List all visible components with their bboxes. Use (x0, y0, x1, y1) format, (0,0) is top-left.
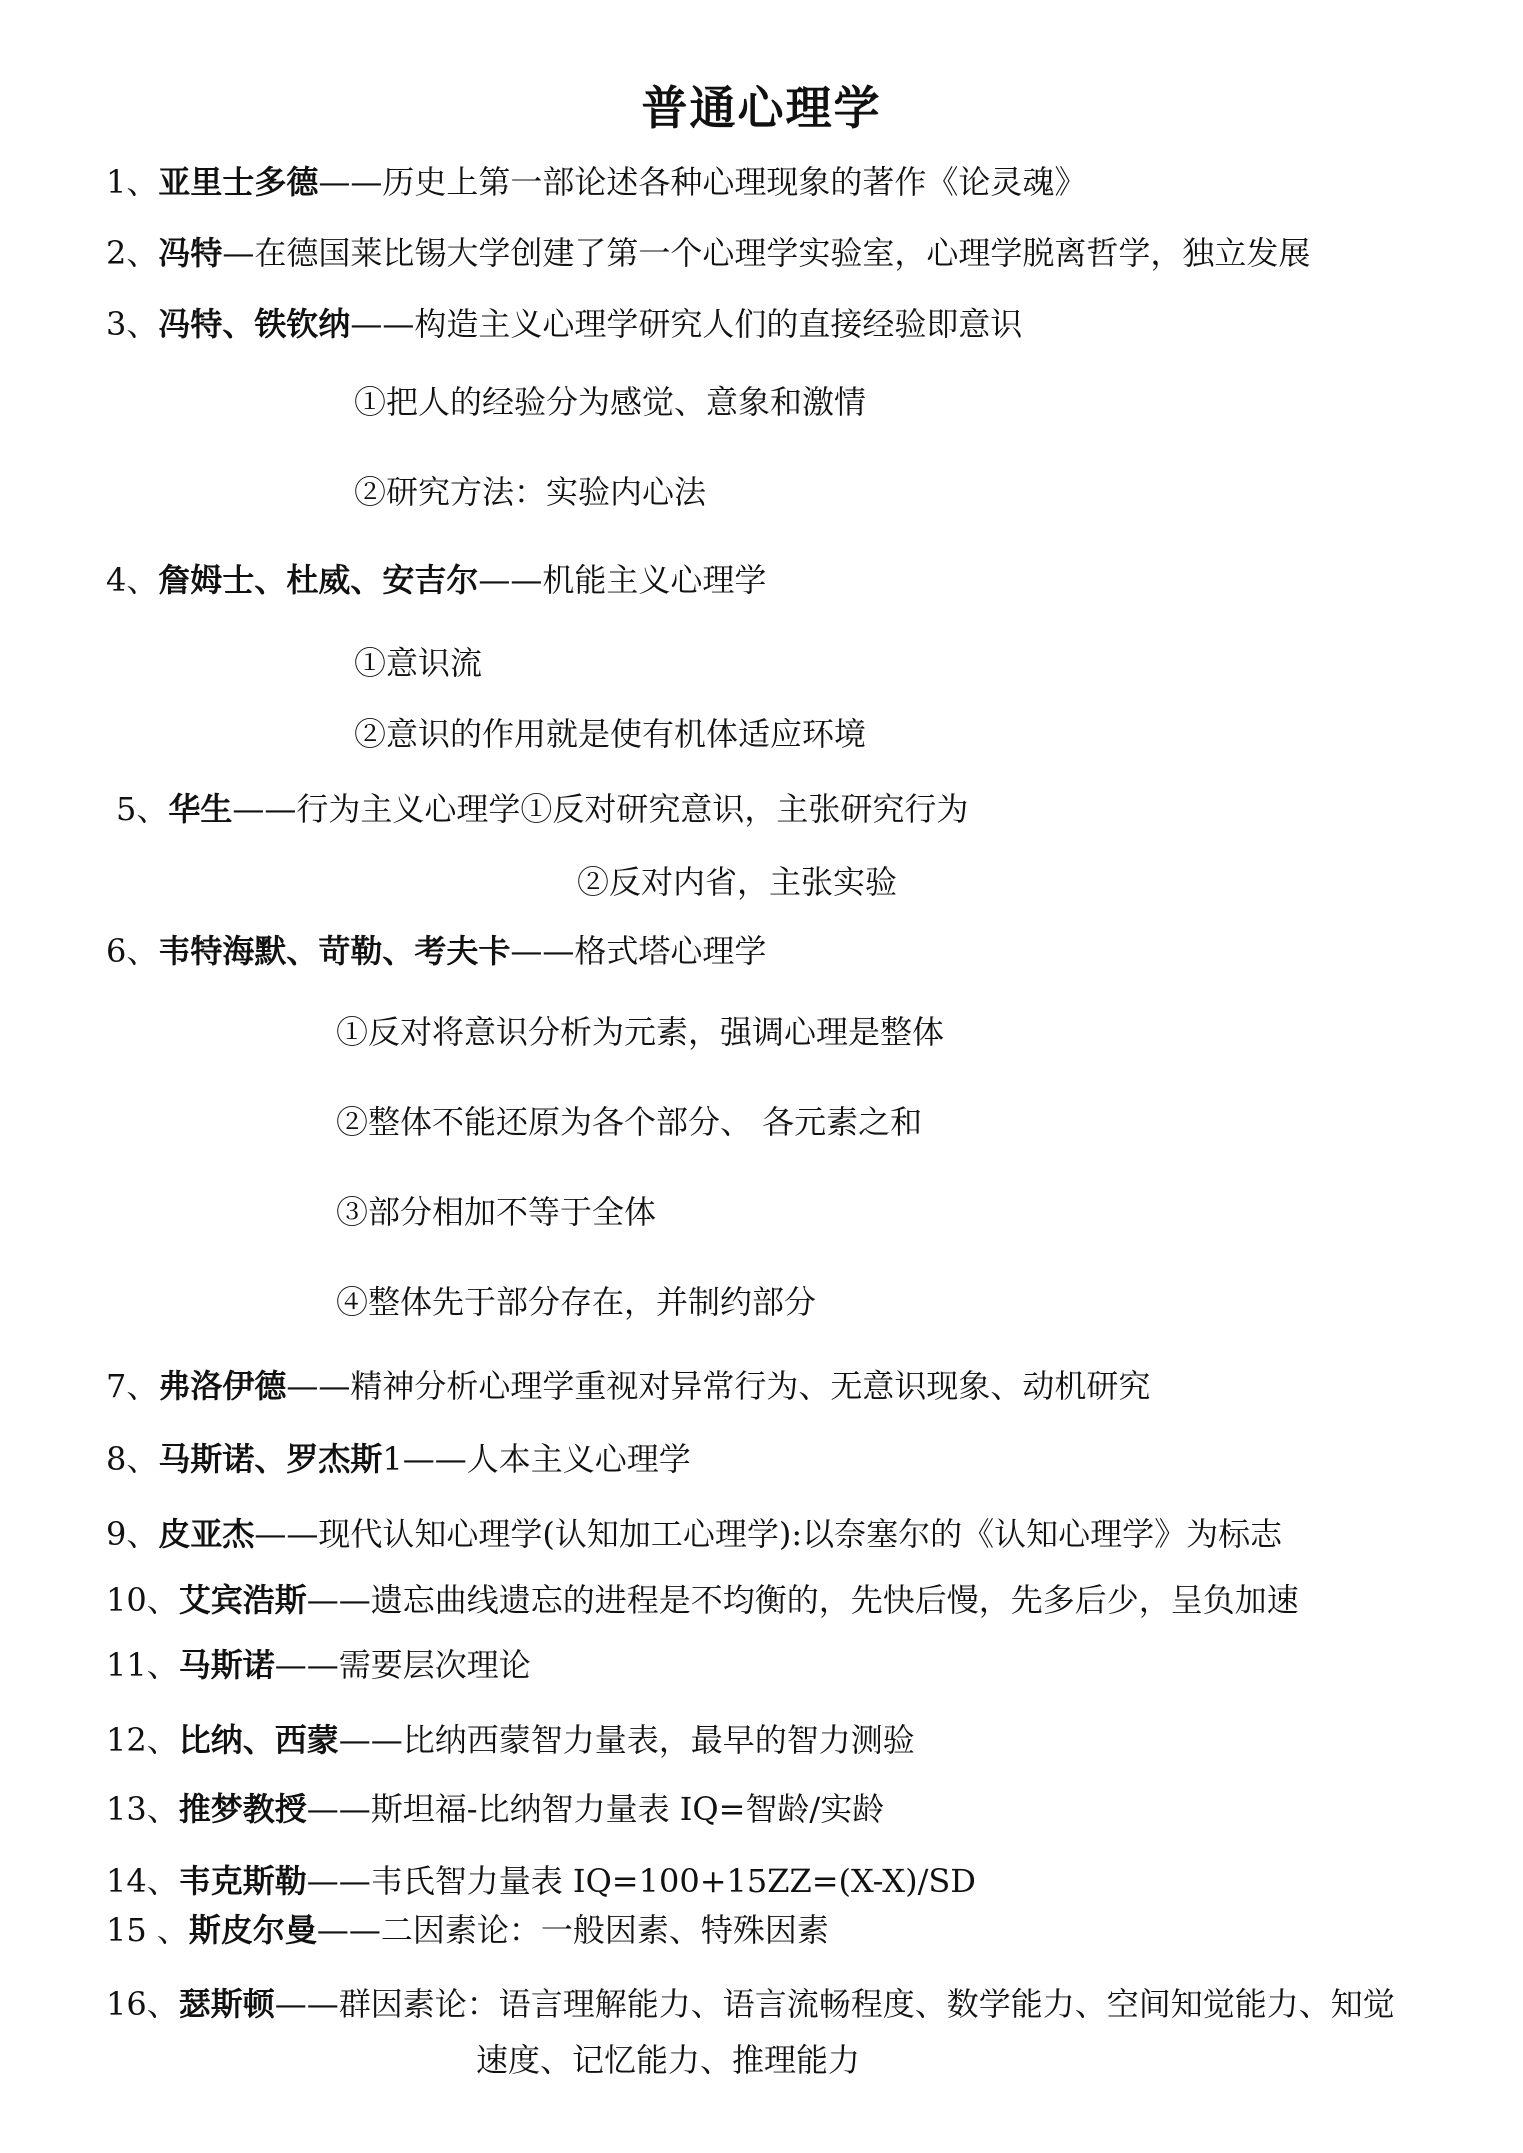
item-number: 8、 (106, 1440, 159, 1478)
item-text: 现代认知心理学(认知加工心理学):以奈塞尔的《认知心理学》为标志 (318, 1515, 1283, 1553)
item-dash: —— (274, 1985, 339, 2023)
list-item (106, 304, 1022, 344)
sub-point: ②反对内省，主张实验 (577, 863, 898, 901)
item-dash: —— (338, 1721, 403, 1759)
sub-point: ①把人的经验分为感觉、意象和激情 (354, 383, 867, 421)
item-dash: —— (254, 1515, 319, 1553)
item-dash: —— (306, 1862, 371, 1900)
item-number: 13、 (106, 1790, 179, 1828)
item-dash: —— (510, 932, 575, 970)
item-dash: —— (478, 561, 543, 599)
item-text: 斯坦福-比纳智力量表 IQ=智龄/实龄 (370, 1790, 885, 1828)
item-number: 9、 (106, 1515, 159, 1553)
list-item (106, 1984, 1395, 2024)
item-dash: —— (306, 1581, 371, 1619)
item-name: 马斯诺、罗杰斯 (158, 1440, 383, 1478)
item-text: 构造主义心理学研究人们的直接经验即意识 (414, 305, 1023, 343)
item-name: 韦特海默、苛勒、考夫卡 (158, 932, 511, 970)
sub-point: ①反对将意识分析为元素，强调心理是整体 (336, 1013, 945, 1051)
list-item (106, 162, 1086, 202)
list-item (106, 1580, 1299, 1620)
list-item (106, 931, 766, 971)
item-number: 10、 (106, 1581, 179, 1619)
list-item (106, 560, 766, 600)
item-name: 比纳、西蒙 (178, 1721, 339, 1759)
item-name: 艾宾浩斯 (178, 1581, 307, 1619)
item-name: 马斯诺 (178, 1646, 275, 1684)
item-number: 15 、 (106, 1911, 189, 1949)
item-name: 斯皮尔曼 (188, 1911, 317, 1949)
list-item (116, 789, 968, 829)
list-item (106, 1861, 976, 1901)
item-text: 历史上第一部论述各种心理现象的著作《论灵魂》 (382, 163, 1087, 201)
item-number: 12、 (106, 1721, 179, 1759)
item-dash: — (222, 234, 255, 272)
sub-point: ①意识流 (354, 644, 483, 682)
item-name: 亚里士多德 (158, 163, 319, 201)
item-number: 14、 (106, 1862, 179, 1900)
item-text: 在德国莱比锡大学创建了第一个心理学实验室，心理学脱离哲学，独立发展 (254, 234, 1311, 272)
sub-point: ④整体先于部分存在，并制约部分 (336, 1283, 817, 1321)
item-number: 3、 (106, 305, 159, 343)
item-dash: —— (316, 1911, 381, 1949)
item-number: 2、 (106, 234, 159, 272)
item-number: 16、 (106, 1985, 179, 2023)
item-number: 6、 (106, 932, 159, 970)
item-number: 5、 (116, 790, 169, 828)
list-item (106, 1645, 531, 1685)
sub-point: ②意识的作用就是使有机体适应环境 (354, 715, 867, 753)
item-name: 詹姆士、杜威、安吉尔 (158, 561, 479, 599)
item-text: 机能主义心理学 (542, 561, 767, 599)
item-text: 需要层次理论 (338, 1646, 531, 1684)
sub-point: ③部分相加不等于全体 (336, 1193, 657, 1231)
item-dash: —— (286, 1367, 351, 1405)
item-text: 格式塔心理学 (574, 932, 767, 970)
item-dash: —— (318, 163, 383, 201)
item-name: 冯特 (158, 234, 223, 272)
list-item (106, 1514, 1282, 1554)
item-dash: —— (306, 1790, 371, 1828)
item-text: 群因素论：语言理解能力、语言流畅程度、数学能力、空间知觉能力、知觉 (338, 1985, 1395, 2023)
list-item (106, 233, 1310, 273)
sub-point: ②整体不能还原为各个部分、 各元素之和 (336, 1103, 923, 1141)
item-name: 冯特、铁钦纳 (158, 305, 351, 343)
item-text: 比纳西蒙智力量表，最早的智力测验 (402, 1721, 915, 1759)
item-name: 华生 (168, 790, 233, 828)
item-number: 7、 (106, 1367, 159, 1405)
page-title: 普通心理学 (641, 81, 882, 135)
list-item (106, 1439, 691, 1479)
item-text: 精神分析心理学重视对异常行为、无意识现象、动机研究 (350, 1367, 1151, 1405)
sub-point: 速度、记忆能力、推理能力 (476, 2041, 861, 2079)
list-item (106, 1720, 915, 1760)
item-name: 瑟斯顿 (178, 1985, 275, 2023)
item-dash: —— (274, 1646, 339, 1684)
item-dash: 1—— (382, 1440, 467, 1478)
item-number: 4、 (106, 561, 159, 599)
item-name: 韦克斯勒 (178, 1862, 307, 1900)
list-item (106, 1910, 829, 1950)
item-text: 二因素论：一般因素、特殊因素 (380, 1911, 829, 1949)
item-text: 遗忘曲线遗忘的进程是不均衡的，先快后慢，先多后少，呈负加速 (370, 1581, 1299, 1619)
item-text: 韦氏智力量表 IQ=100+15ZZ=(X-X)/SD (370, 1862, 976, 1900)
item-name: 弗洛伊德 (158, 1367, 287, 1405)
item-text: 行为主义心理学①反对研究意识，主张研究行为 (296, 790, 969, 828)
item-dash: —— (350, 305, 415, 343)
list-item (106, 1366, 1150, 1406)
item-number: 1、 (106, 163, 159, 201)
list-item (106, 1789, 884, 1829)
sub-point: ②研究方法：实验内心法 (354, 473, 707, 511)
item-name: 推梦教授 (178, 1790, 307, 1828)
item-dash: —— (232, 790, 297, 828)
item-name: 皮亚杰 (158, 1515, 255, 1553)
item-text: 人本主义心理学 (466, 1440, 691, 1478)
item-number: 11、 (106, 1646, 179, 1684)
